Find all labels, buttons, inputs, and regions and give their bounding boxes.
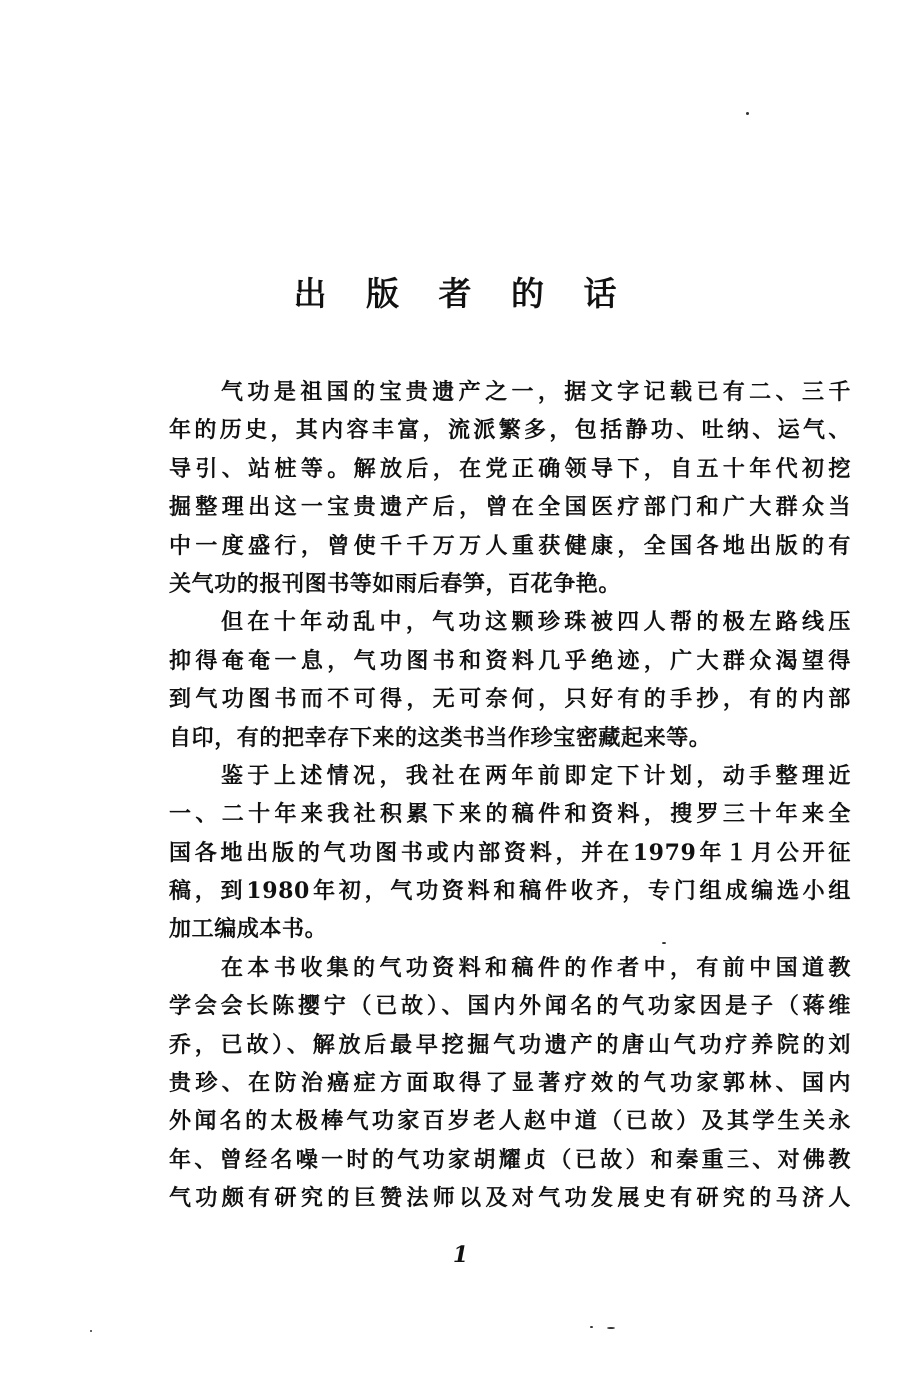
scan-speck	[746, 112, 749, 115]
page-number: 1	[452, 1242, 469, 1268]
text-line: 学会会长陈撄宁（已故）、国内外闻名的气功家因是子（蒋维	[169, 993, 851, 1020]
scan-speck	[607, 1327, 615, 1329]
scan-speck	[90, 1330, 92, 1332]
text-line: 导引、站桩等。解放后，在党正确领导下，自五十年代初挖	[169, 455, 851, 482]
text-line: 到气功图书而不可得，无可奈何，只好有的手抄，有的内部	[169, 686, 851, 713]
page-title: 出 版 者 的 话	[293, 274, 631, 313]
text-line: 但在十年动乱中，气功这颗珍珠被四人帮的极左路线压	[221, 609, 851, 636]
scan-speck	[662, 942, 666, 944]
text-line: 在本书收集的气功资料和稿件的作者中，有前中国道教	[221, 954, 851, 981]
text-line: 关气功的报刊图书等如雨后春笋，百花争艳。	[169, 570, 622, 597]
text-line: 鉴于上述情况，我社在两年前即定下计划，动手整理近	[221, 762, 851, 789]
text-line: 气功是祖国的宝贵遗产之一，据文字记载已有二、三千	[221, 379, 851, 405]
text-line: 年的历史，其内容丰富，流派繁多，包括静功、吐纳、运气、	[169, 417, 851, 444]
text-line: 自印，有的把幸存下来的这类书当作珍宝密藏起来等。	[169, 724, 712, 751]
text-line: 乔，已故）、解放后最早挖掘气功遗产的唐山气功疗养院的刘	[169, 1031, 851, 1058]
text-line: 年、曾经名噪一时的气功家胡耀贞（已故）和秦重三、对佛教	[169, 1146, 851, 1173]
text-line: 贵珍、在防治癌症方面取得了显著疗效的气功家郭林、国内	[169, 1070, 851, 1097]
text-line: 中一度盛行，曾使千千万万人重获健康，全国各地出版的有	[169, 532, 851, 559]
text-line: 气功颇有研究的巨赞法师以及对气功发展史有研究的马济人	[169, 1185, 851, 1212]
text-line: 外闻名的太极棒气功家百岁老人赵中道（已故）及其学生关永	[169, 1108, 851, 1135]
text-line: 掘整理出这一宝贵遗产后，曾在全国医疗部门和广大群众当	[169, 494, 851, 521]
text-line: 抑得奄奄一息，气功图书和资料几乎绝迹，广大群众渴望得	[169, 647, 851, 674]
scan-speck	[590, 1326, 593, 1328]
text-line: 加工编成本书。	[169, 916, 328, 943]
text-line: 国各地出版的气功图书或内部资料，并在1979年１月公开征	[169, 839, 851, 866]
text-line: 稿，到1980年初，气功资料和稿件收齐，专门组成编选小组	[169, 878, 851, 905]
body-text	[169, 373, 851, 1218]
text-line: 一、二十年来我社积累下来的稿件和资料，搜罗三十年来全	[169, 801, 851, 828]
